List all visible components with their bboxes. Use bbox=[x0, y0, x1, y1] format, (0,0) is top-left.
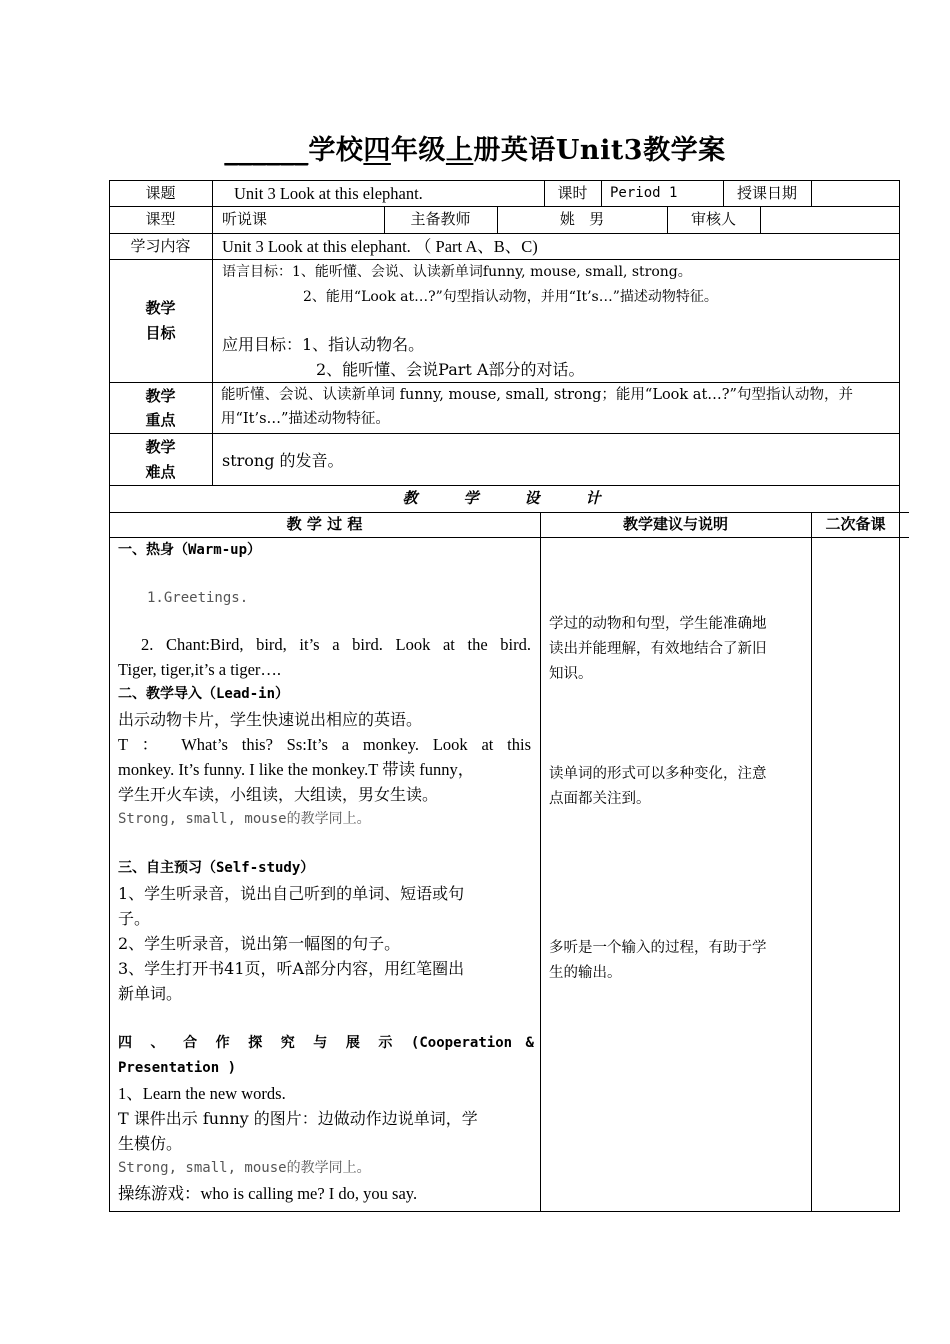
cooperation-line-2b: 生模仿。 bbox=[118, 1134, 183, 1153]
title-blank: ______ bbox=[224, 135, 309, 166]
advice-note-1b: 读出并能理解，有效地结合了新旧 bbox=[549, 641, 767, 657]
period-label: 课时 bbox=[557, 184, 588, 202]
key-points-label-2: 重点 bbox=[145, 411, 176, 429]
leadin-line-1: 出示动物卡片，学生快速说出相应的英语。 bbox=[118, 710, 423, 729]
self-study-line-1b: 子。 bbox=[118, 909, 151, 928]
cooperation-line-3: Strong, small, mouse的教学同上。 bbox=[118, 1160, 371, 1176]
title-school: 学校 bbox=[308, 135, 364, 166]
col-divider bbox=[212, 180, 213, 485]
objectives-label-2: 目标 bbox=[145, 324, 176, 342]
title-grade: 四 bbox=[363, 135, 391, 166]
second-prep-column-header: 二次备课 bbox=[825, 515, 886, 533]
advice-note-1a: 学过的动物和句型，学生能准确地 bbox=[549, 616, 767, 632]
cooperation-heading-2: Presentation ) bbox=[118, 1060, 237, 1076]
design-title: 教学设计 bbox=[402, 489, 647, 507]
advice-note-1c: 知识。 bbox=[549, 666, 593, 682]
topic-value: Unit 3 Look at this elephant. bbox=[234, 184, 423, 203]
cooperation-line-1: 1、Learn the new words. bbox=[118, 1084, 286, 1103]
key-points-label-1: 教学 bbox=[145, 387, 176, 405]
lead-teacher-label: 主备教师 bbox=[410, 210, 471, 228]
reviewer-value[interactable] bbox=[761, 207, 898, 232]
date-value[interactable] bbox=[812, 181, 898, 206]
cooperation-line-4: 操练游戏：who is calling me? I do, you say. bbox=[118, 1184, 418, 1203]
cooperation-heading-1: 四 、 合 作 探 究 与 展 示 (Cooperation & bbox=[118, 1035, 534, 1051]
self-study-line-3a: 3、学生打开书41页，听A部分内容，用红笔圈出 bbox=[118, 959, 465, 978]
difficulties-label-1: 教学 bbox=[145, 438, 176, 456]
leadin-line-5: Strong, small, mouse的教学同上。 bbox=[118, 811, 371, 827]
title-grade-suffix: 年级 bbox=[390, 135, 446, 166]
objectives-line-3: 应用目标：1、指认动物名。 bbox=[222, 335, 425, 354]
objectives-line-1: 语言目标：1、能听懂、会说、认读新单词funny, mouse, small, strong。 bbox=[222, 264, 692, 280]
lead-teacher-value: 姚 男 bbox=[559, 210, 605, 228]
greetings-item: 1.Greetings. bbox=[147, 590, 249, 606]
objectives-line-4: 2、能听懂、会说Part A部分的对话。 bbox=[316, 360, 585, 379]
advice-note-2a: 读单词的形式可以多种变化，注意 bbox=[549, 766, 767, 782]
leadin-line-4: 学生开火车读，小组读，大组读，男女生读。 bbox=[118, 785, 439, 804]
document-title bbox=[0, 128, 950, 167]
period-value: Period 1 bbox=[610, 185, 678, 201]
leadin-line-2: T ： What’s this? Ss:It’s a monkey. Look at this bbox=[118, 735, 531, 754]
self-study-line-3b: 新单词。 bbox=[118, 984, 183, 1003]
key-points-line-1: 能听懂、会说、认读新单词 funny, mouse, small, strong；能用“Look at…?”句型指认动物，并 bbox=[221, 387, 853, 403]
topic-label: 课题 bbox=[145, 184, 176, 202]
title-term: 上 bbox=[445, 135, 474, 166]
chant-line-2: Tiger, tiger,it’s a tiger…. bbox=[118, 660, 282, 679]
title-rest: 册英语Unit3教学案 bbox=[473, 135, 726, 166]
leadin-line-3: monkey. It’s funny. I like the monkey.T 带读 funny， bbox=[118, 760, 475, 779]
content-label: 学习内容 bbox=[130, 237, 191, 255]
warmup-heading: 一、热身（Warm-up） bbox=[118, 542, 262, 558]
objectives-line-2: 2、能用“Look at…?”句型指认动物，并用“It’s…”描述动物特征。 bbox=[303, 289, 718, 305]
advice-note-3a: 多听是一个输入的过程，有助于学 bbox=[549, 940, 767, 956]
col-divider bbox=[601, 180, 602, 207]
date-label: 授课日期 bbox=[736, 184, 797, 202]
type-value: 听说课 bbox=[222, 210, 268, 228]
advice-column-header: 教学建议与说明 bbox=[622, 515, 728, 533]
chant-line-1: 2. Chant:Bird, bird, it’s a bird. Look at the bird. bbox=[141, 635, 531, 654]
second-prep-cell[interactable] bbox=[812, 538, 898, 1210]
cooperation-line-2a: T 课件出示 funny 的图片：边做动作边说单词，学 bbox=[118, 1109, 478, 1128]
row-divider bbox=[109, 433, 900, 434]
process-column-header: 教 学 过 程 bbox=[286, 515, 363, 533]
self-study-line-2: 2、学生听录音，说出第一幅图的句子。 bbox=[118, 934, 401, 953]
content-value: Unit 3 Look at this elephant. （ Part A、B、C) bbox=[222, 237, 538, 256]
type-label: 课型 bbox=[145, 210, 176, 228]
difficulties-text: strong 的发音。 bbox=[222, 451, 344, 470]
self-study-heading: 三、自主预习（Self-study） bbox=[118, 860, 315, 876]
col-divider bbox=[540, 512, 541, 1212]
difficulties-label-2: 难点 bbox=[145, 463, 176, 481]
objectives-label-1: 教学 bbox=[145, 299, 176, 317]
key-points-line-2: 用“It’s…”描述动物特征。 bbox=[221, 411, 390, 427]
reviewer-label: 审核人 bbox=[690, 210, 736, 228]
leadin-heading: 二、教学导入（Lead-in） bbox=[118, 686, 290, 702]
advice-note-2b: 点面都关注到。 bbox=[549, 791, 651, 807]
self-study-line-1a: 1、学生听录音，说出自己听到的单词、短语或句 bbox=[118, 884, 465, 903]
advice-note-3b: 生的输出。 bbox=[549, 965, 622, 981]
